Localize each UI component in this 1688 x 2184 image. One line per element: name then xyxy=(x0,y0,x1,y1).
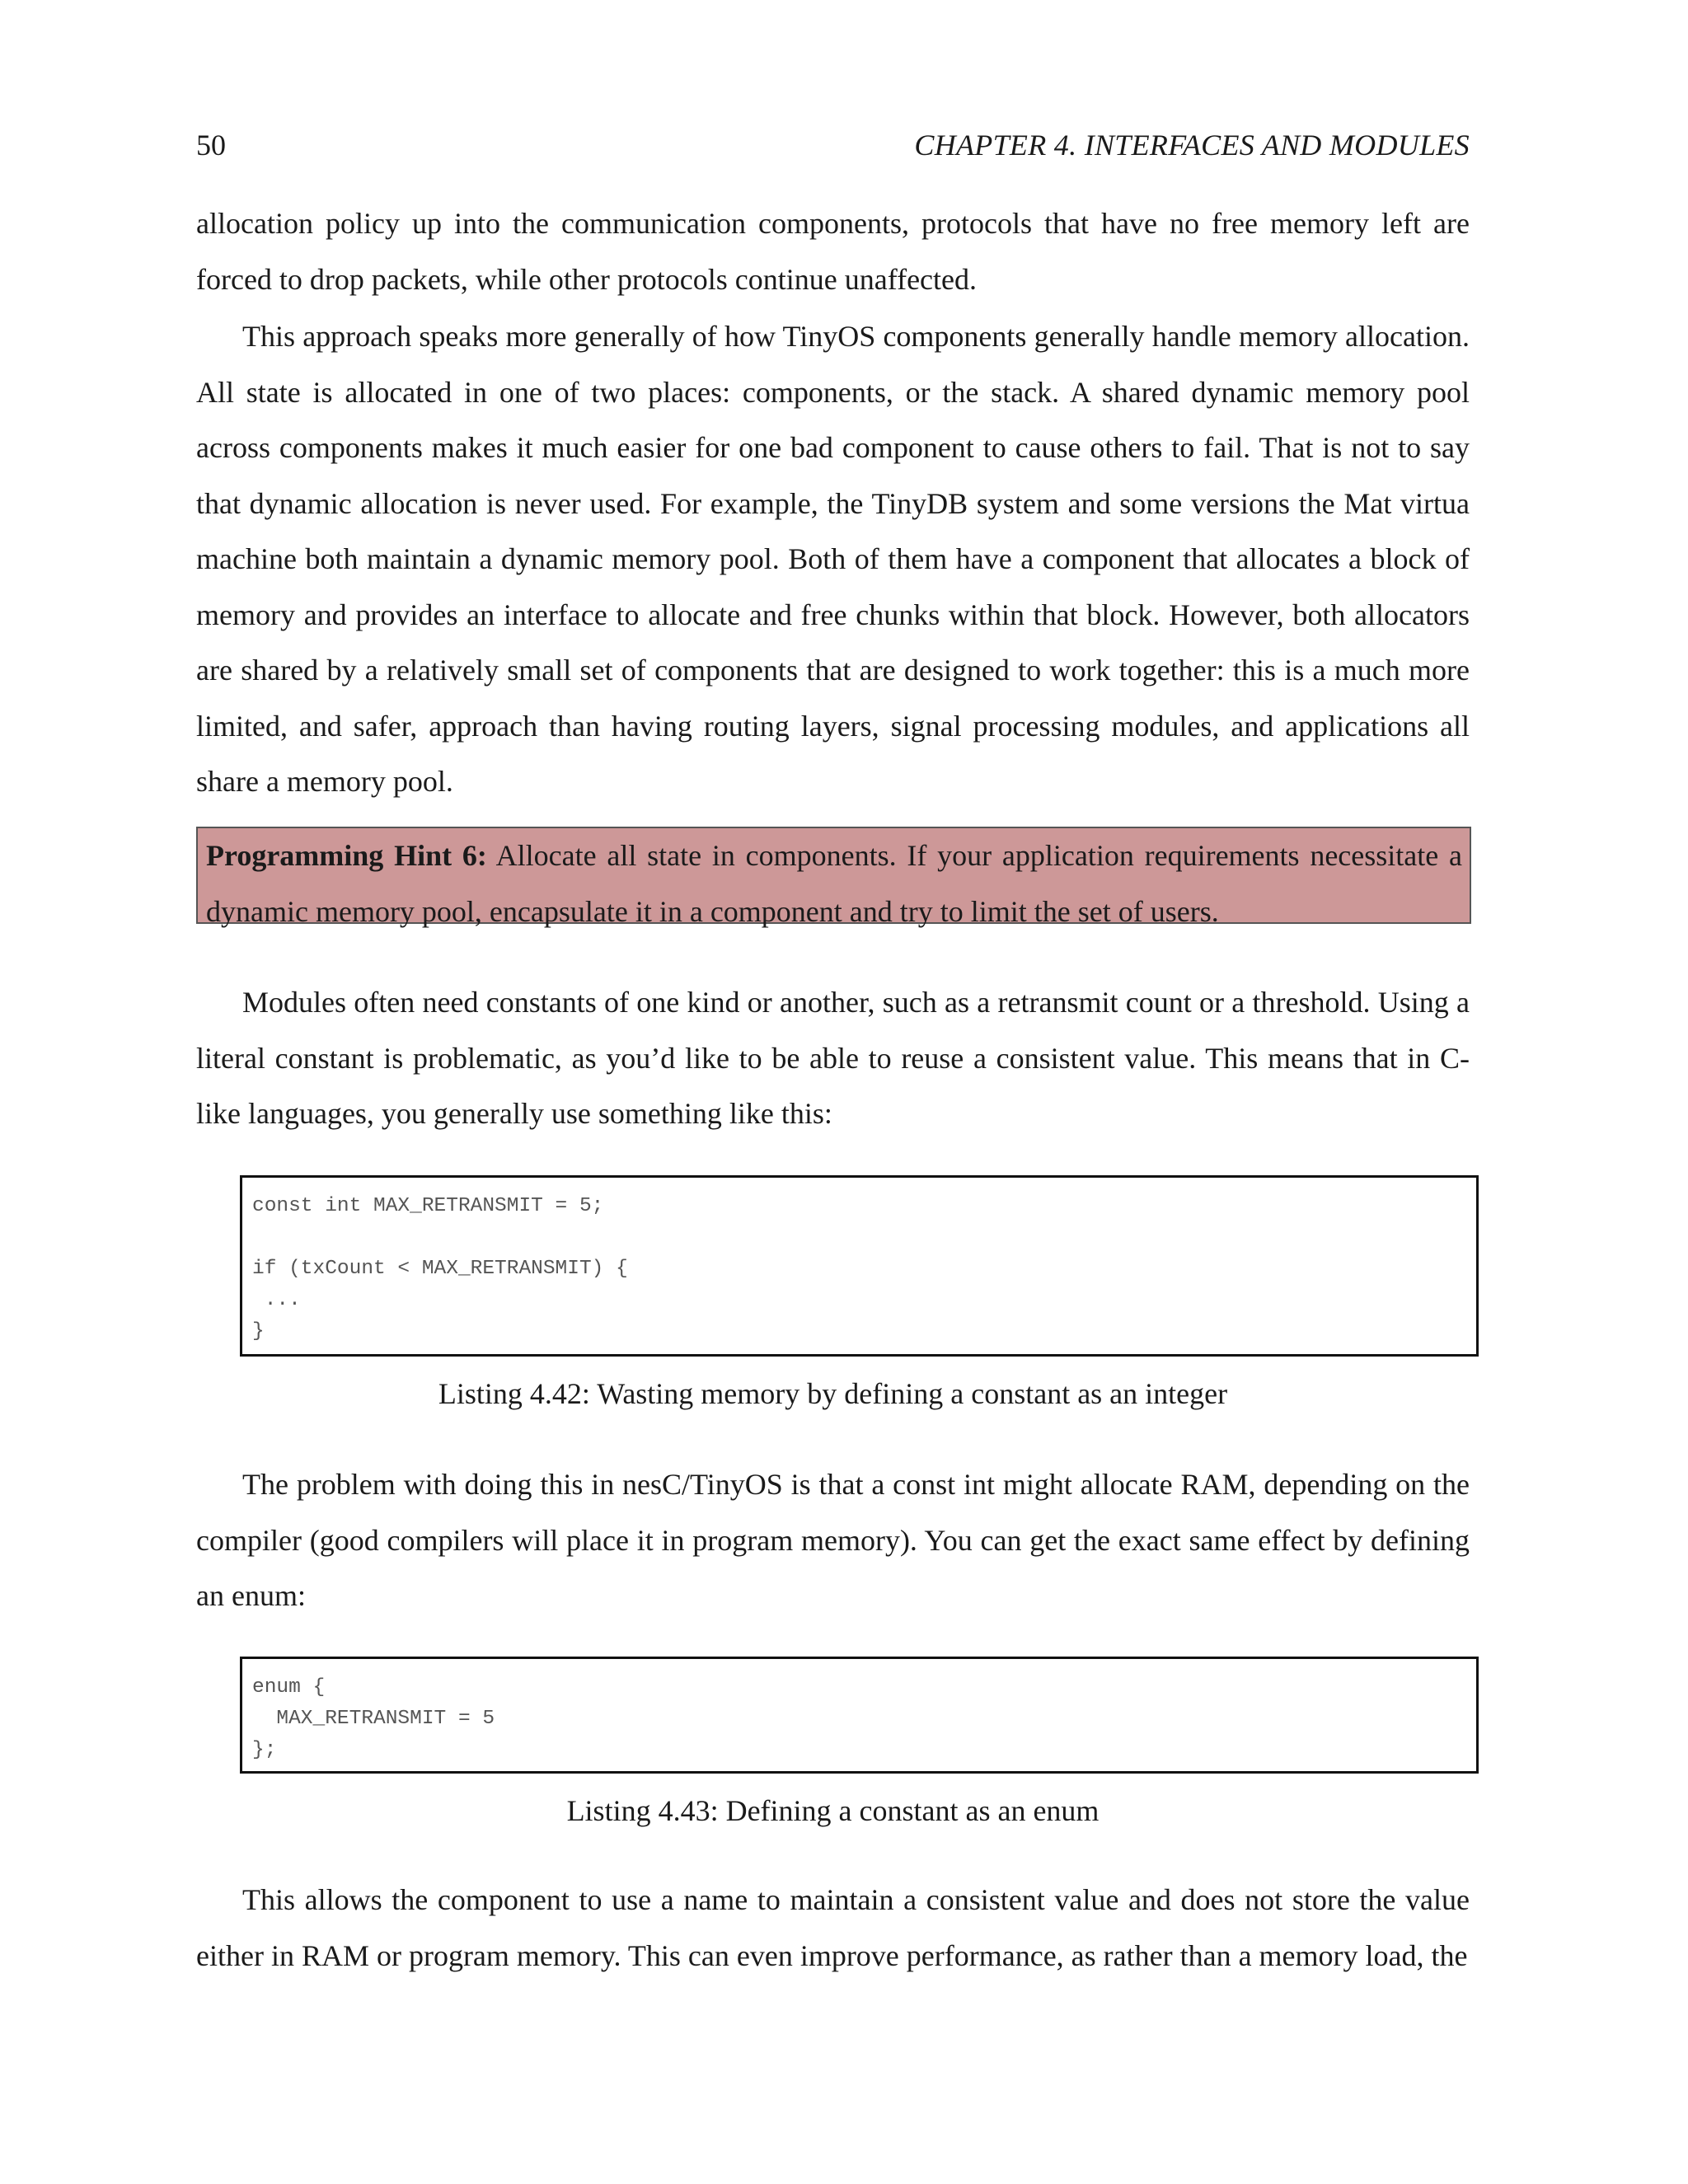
chapter-running-head: CHAPTER 4. INTERFACES AND MODULES xyxy=(914,129,1470,162)
paragraph-memory-allocation: This approach speaks more generally of how TinyOS components generally handle memory allocation. All state is allocated in one of two places: components, or the stack. A shared dynamic memory pool across components makes it much easier for one bad component to cause others to fail. That is not to say that dynamic allocation is never used. For example, the TinyDB system and some versions the Mat virtua machine both maintain a dynamic memory pool. Both of them have a component that allocates a block of memory and provides an interface to allocate and free chunks within that block. However, both allocators are shared by a relatively small set of components that are designed to work together: this is a much more limited, and safer, approach than having routing layers, signal processing modules, and applications all share a memory pool. xyxy=(196,320,1470,798)
code-line: }; xyxy=(252,1739,277,1761)
code-line: if (txCount < MAX_RETRANSMIT) { xyxy=(252,1258,628,1280)
code-listing-4-42 xyxy=(240,1175,1479,1357)
code-line: MAX_RETRANSMIT = 5 xyxy=(252,1708,495,1730)
paragraph-enum-benefits: This allows the component to use a name to maintain a consistent value and does not store the value either in RAM or program memory. This can even improve performance, as rather than a memory load, the xyxy=(196,1883,1470,1972)
paragraph-const-int-problem: The problem with doing this in nesC/TinyOS is that a const int might allocate RAM, depending on the compiler (good compilers will place it in program memory). You can get the exact same effect by defining an enum: xyxy=(196,1468,1470,1612)
listing-4-42-caption: Listing 4.42: Wasting memory by defining a constant as an integer xyxy=(438,1377,1228,1410)
code-line: enum { xyxy=(252,1676,326,1699)
code-line: } xyxy=(252,1320,265,1343)
code-line: const int MAX_RETRANSMIT = 5; xyxy=(252,1195,604,1217)
paragraph-allocation-policy: allocation policy up into the communication components, protocols that have no free memory left are forced to drop packets, while other protocols continue unaffected. xyxy=(196,207,1470,296)
code-line xyxy=(252,1222,1476,1254)
listing-4-43-caption: Listing 4.43: Defining a constant as an enum xyxy=(566,1794,1100,1827)
code-listing-4-43 xyxy=(240,1657,1479,1774)
page-number: 50 xyxy=(196,129,226,162)
code-line: ... xyxy=(252,1289,301,1311)
programming-hint-box xyxy=(196,827,1471,928)
paragraph-constants: Modules often need constants of one kind or another, such as a retransmit count or a threshold. Using a literal constant is problematic, as you’d like to be able to reuse a consistent value. This means that in C-like languages, you generally use something like this: xyxy=(196,986,1470,1130)
programming-hint-label: Programming Hint 6: xyxy=(206,839,487,872)
programming-hint-text: Allocate all state in components. If your application requirements necessitate a dynamic memory pool, encapsulate it in a component and try to limit the set of users. xyxy=(206,839,1462,928)
